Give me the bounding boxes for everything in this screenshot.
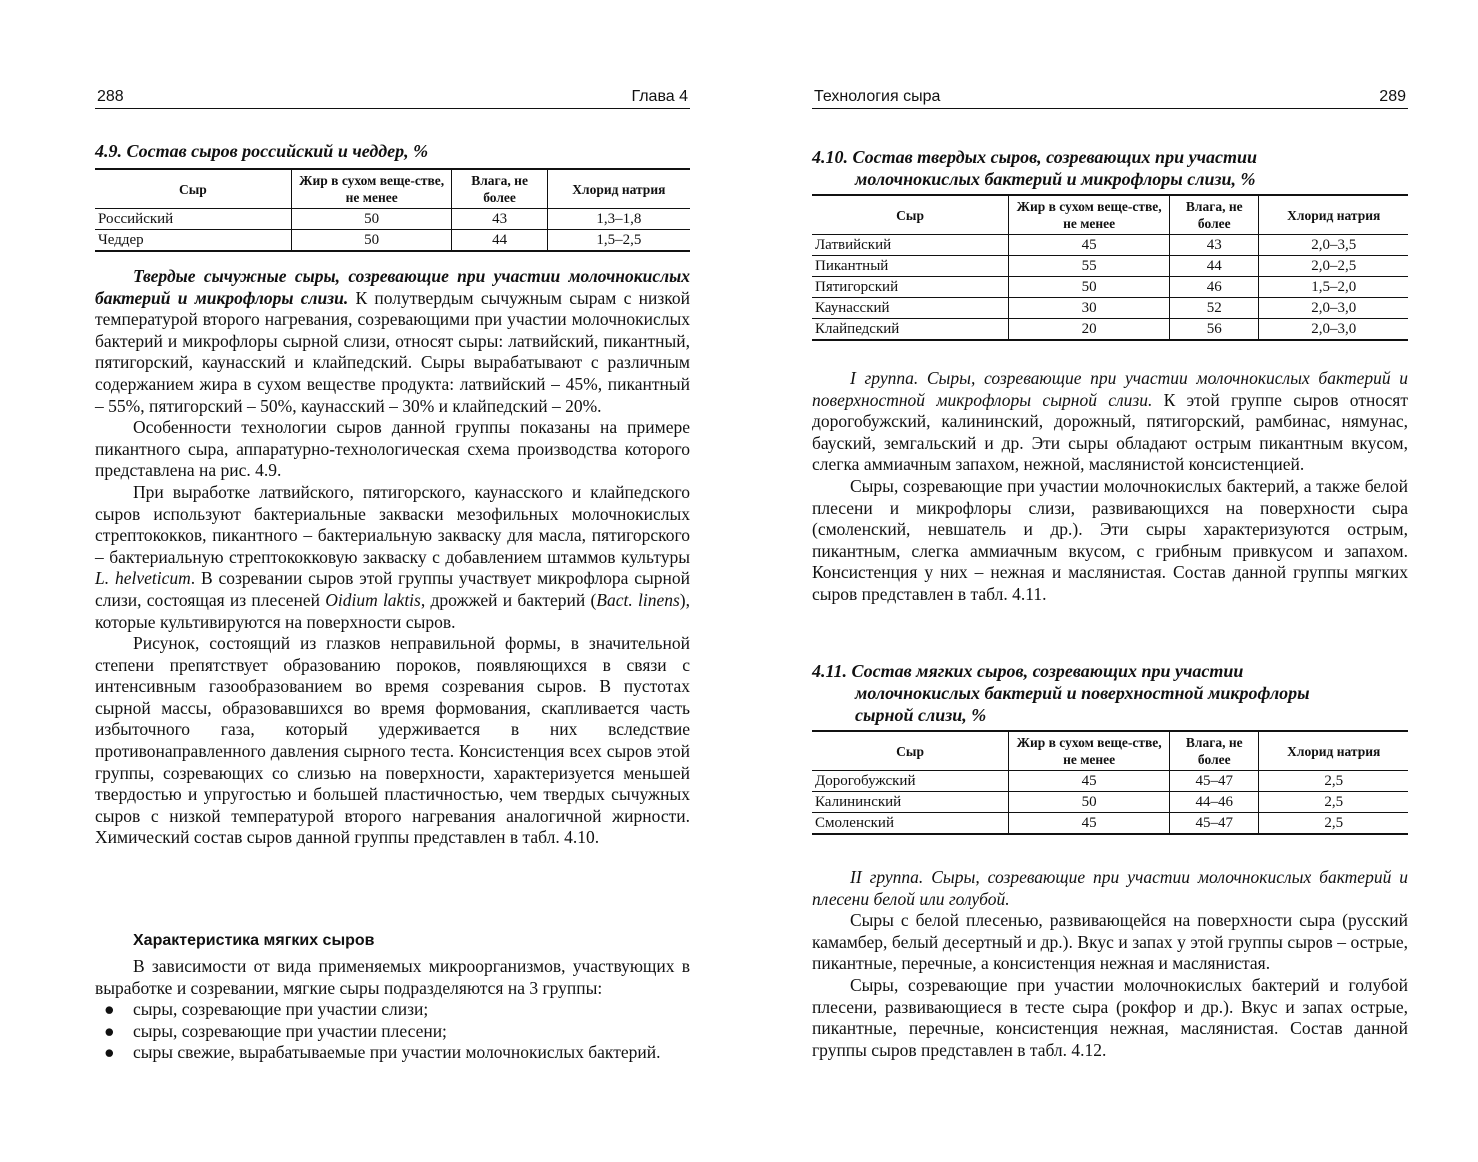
cell: 1,5–2,5 (547, 230, 690, 252)
paragraph-lead: Твердые сычужные сыры, созревающие при участии молочнокислых бактерий и микрофлоры слизи. (95, 266, 690, 308)
soft-cheese-section (95, 932, 690, 1064)
col-header-moisture: Влага, не более (1170, 731, 1259, 771)
species-name: L. helveticum (95, 568, 191, 589)
bullet-icon: ● (104, 1042, 115, 1063)
table-4-11-caption: 4.11. Состав мягких сыров, созревающих при участии (812, 661, 1244, 681)
species-name: Oidium laktis (325, 589, 421, 610)
cell: Смоленский (812, 813, 1009, 835)
cell: 2,5 (1259, 813, 1408, 835)
cell: Латвийский (812, 235, 1009, 256)
paragraph (812, 867, 1408, 910)
cell: 56 (1170, 319, 1259, 341)
bullet-icon: ● (104, 1020, 115, 1041)
table-row (812, 792, 1408, 813)
paragraph: Рисунок, состоящий из глазков неправильной формы, в значительной степени препятствует образованию пороков, появляющихся в связи с интенсивным газообразованием во время созревания сыров. В пустотах сырной массы, образовавшихся во время формования, скапливается часть избыточного газа, который удерживается в них вследствие противонаправленного давления сырного теста. Консистенция всех сыров этой группы, созревающих со слизью на поверхности, характеризуется меньшей твердостью и упругостью и большей пластичностью, чем твердых сычужных сыров с низкой температурой второго нагревания аналогичной жирности. Химический состав сыров данной группы представлен в табл. 4.10. (95, 633, 690, 848)
cell: 1,5–2,0 (1259, 277, 1408, 298)
cell: Калининский (812, 792, 1009, 813)
col-header-salt: Хлорид натрия (1259, 731, 1408, 771)
group-1-text (812, 368, 1408, 606)
cell: Дорогобужский (812, 771, 1009, 792)
cell: 50 (291, 209, 452, 230)
table-header-row (95, 169, 690, 209)
table-4-9-caption: 4.9. Состав сыров российский и чеддер, % (95, 141, 429, 161)
cell: 50 (291, 230, 452, 252)
paragraph (812, 368, 1408, 476)
paragraph: Особенности технологии сыров данной группы показаны на примере пикантного сыра, аппаратурно-технологическая схема производства которого представлена на рис. 4.9. (95, 417, 690, 481)
paragraph-text: , дрожжей и бактерий ( (420, 589, 597, 610)
table-4-11-caption: сырной слизи, % (855, 705, 987, 725)
cell: 45 (1009, 235, 1170, 256)
table-row (812, 256, 1408, 277)
cell: 2,0–3,0 (1259, 319, 1408, 341)
col-header-cheese: Сыр (812, 731, 1009, 771)
paragraph: В зависимости от вида применяемых микроорганизмов, участвующих в выработке и созревании, мягкие сыры подразделяются на 3 группы: (95, 956, 690, 998)
table-row (95, 230, 690, 252)
cell: 44 (452, 230, 547, 252)
table-row (812, 319, 1408, 341)
cell: 2,5 (1259, 792, 1408, 813)
paragraph-text: . В созревании сыров этой группы участвует микрофлора сырной слизи, состоящая из плесеней (95, 568, 691, 610)
group-2-text (812, 867, 1408, 1061)
cell: 44–46 (1170, 792, 1259, 813)
col-header-salt: Хлорид натрия (1259, 195, 1408, 235)
table-4-10-caption: молочнокислых бактерий и микрофлоры слизи, % (855, 169, 1256, 189)
cell: 2,5 (1259, 771, 1408, 792)
list-item-text: сыры, созревающие при участии плесени; (133, 1020, 447, 1041)
cell: Чеддер (95, 230, 291, 252)
col-header-moisture: Влага, не более (1170, 195, 1259, 235)
cell: 45–47 (1170, 771, 1259, 792)
table-4-11-block (812, 660, 1408, 835)
paragraph (95, 266, 690, 417)
table-row (812, 298, 1408, 319)
running-title: Технология сыра (814, 88, 941, 105)
paragraph-text: ), которые культивируются на поверхности сыров. (95, 589, 690, 632)
cell: Пикантный (812, 256, 1009, 277)
bullet-icon: ● (104, 999, 115, 1020)
paragraph-text: К полутвердым сычужным сырам с низкой температурой второго нагревания, созревающими при участии молочнокислых бактерий и микрофлоры сырной слизи, относят сыры: латвийский, пикантный, пятигорский, каунасский и клайпедский. Сыры вырабатывают с различным содержанием жира в сухом веществе продукта: латвийский – 45%, пикантный – 55%, пятигорский – 50%, каунасский – 30% и клайпедский – 20%. (95, 287, 690, 416)
col-header-fat: Жир в сухом веще-стве, не менее (291, 169, 452, 209)
cell: Каунасский (812, 298, 1009, 319)
cell: 50 (1009, 277, 1170, 298)
cell: 46 (1170, 277, 1259, 298)
table-4-10-block (812, 146, 1408, 341)
table-row (812, 813, 1408, 835)
left-body-text (95, 266, 690, 849)
cell: Пятигорский (812, 277, 1009, 298)
table-4-10-caption: 4.10. Состав твердых сыров, созревающих при участии (812, 147, 1258, 167)
list-item (95, 1042, 690, 1064)
col-header-salt: Хлорид натрия (547, 169, 690, 209)
table-row (812, 235, 1408, 256)
section-title: Характеристика мягких сыров (133, 932, 375, 949)
paragraph-lead: I группа. Сыры, созревающие при участии молочнокислых бактерий и поверхностной микрофлоры сырной слизи. (812, 368, 1408, 410)
table-4-11-caption: молочнокислых бактерий и поверхностной микрофлоры (855, 683, 1310, 703)
left-page-header (95, 86, 690, 109)
page-number: 288 (97, 88, 124, 105)
col-header-fat: Жир в сухом веще-стве, не менее (1009, 731, 1170, 771)
list-item-text: сыры, созревающие при участии слизи; (133, 999, 429, 1020)
cell: 2,0–2,5 (1259, 256, 1408, 277)
table-header-row (812, 195, 1408, 235)
table-4-11 (812, 730, 1408, 835)
page-number: 289 (1379, 88, 1406, 105)
cell: 30 (1009, 298, 1170, 319)
paragraph: Сыры, созревающие при участии молочнокислых бактерий, а также белой плесени и микрофлоры слизи, развивающихся на поверхности сыра (смоленский, невшатель и др.). Эти сыры характеризуются острым, пикантным, слегка аммиачным вкусом, с грибным привкусом и запахом. Консистенция у них – нежная и маслянистая. Состав данной группы мягких сыров представлен в табл. 4.11. (812, 475, 1408, 604)
cell: Клайпедский (812, 319, 1009, 341)
cell: 45–47 (1170, 813, 1259, 835)
paragraph (95, 482, 690, 633)
col-header-moisture: Влага, не более (452, 169, 547, 209)
cell: 43 (1170, 235, 1259, 256)
table-row (95, 209, 690, 230)
cell: 2,0–3,0 (1259, 298, 1408, 319)
cell: 45 (1009, 771, 1170, 792)
col-header-cheese: Сыр (95, 169, 291, 209)
cell: 1,3–1,8 (547, 209, 690, 230)
cell: 55 (1009, 256, 1170, 277)
right-page-header (812, 86, 1408, 109)
table-row (812, 277, 1408, 298)
paragraph: Сыры с белой плесенью, развивающейся на поверхности сыра (русский камамбер, белый десертный и др.). Вкус и запах у этой группы сыров – острые, пикантные, перечные, а консистенция нежная и маслянистая. (812, 910, 1408, 974)
paragraph-lead: II группа. Сыры, созревающие при участии молочнокислых бактерий и плесени белой или голубой. (812, 867, 1408, 909)
table-header-row (812, 731, 1408, 771)
cell: 50 (1009, 792, 1170, 813)
cell: 43 (452, 209, 547, 230)
paragraph: Сыры, созревающие при участии молочнокислых бактерий и голубой плесени, развивающиеся в тесте сыра (рокфор и др.). Вкус и запах острые, пикантные, перечные, консистенция нежная, маслянистая. Состав данной группы сыров представлен в табл. 4.12. (812, 974, 1408, 1060)
table-4-9 (95, 168, 690, 252)
cell: 2,0–3,5 (1259, 235, 1408, 256)
cell: Российский (95, 209, 291, 230)
list-item (95, 999, 690, 1021)
cell: 44 (1170, 256, 1259, 277)
paragraph-text: К этой группе сыров относят дорогобужский, калининский, дорожный, пятигорский, рамбинас, нямунас, бауский, земгальский и др. Эти сыры обладают острым пикантным вкусом, слегка аммиачным запахом, нежной, маслянистой консистенцией. (812, 389, 1408, 475)
col-header-fat: Жир в сухом веще-стве, не менее (1009, 195, 1170, 235)
table-4-9-block (95, 140, 690, 252)
cell: 52 (1170, 298, 1259, 319)
list-item (95, 1021, 690, 1043)
cell: 45 (1009, 813, 1170, 835)
list-item-text: сыры свежие, вырабатываемые при участии молочнокислых бактерий. (133, 1042, 661, 1063)
table-row (812, 771, 1408, 792)
cell: 20 (1009, 319, 1170, 341)
col-header-cheese: Сыр (812, 195, 1009, 235)
table-4-10 (812, 194, 1408, 341)
paragraph-text: При выработке латвийского, пятигорского, каунасского и клайпедского сыров используют бактериальные закваски мезофильных молочнокислых стрептококков, пикантного – бактериальную закваску для масла, пятигорского – бактериальную стрептококковую закваску с добавлением штаммов культуры (95, 481, 690, 567)
bullet-list (95, 999, 690, 1064)
chapter-title: Глава 4 (631, 88, 688, 105)
species-name: Bact. linens (596, 589, 680, 610)
